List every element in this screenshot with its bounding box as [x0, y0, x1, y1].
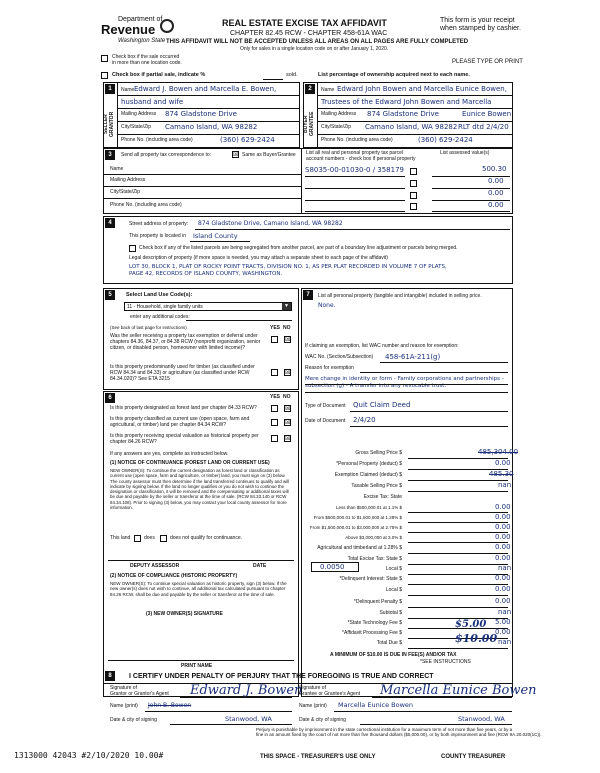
grantor-name-line — [145, 711, 292, 712]
this-land-label: This land — [110, 535, 131, 541]
personal-property-checkbox-1[interactable] — [410, 168, 417, 175]
buyer-city-2: RLT dtd 2/4/20 — [458, 123, 509, 131]
calc-label-tier2: From $500,000.01 to $1,500,000 at 1.28% $ — [313, 515, 402, 520]
section-3-number: 3 — [105, 150, 115, 160]
total-due-handwritten: $10.00 — [455, 632, 498, 645]
perjury-notice: Perjury is punishable by imprisonment in the state correctional institution for a maximum term of not more than five years, or by a fine in an amount fixed by the court of not more than five thousand dollars ($5,000.00), or by both imprisonment and fine (RCW 9A.20.020(1C)). — [256, 727, 542, 738]
grantee-city: Stanwood, WA — [458, 715, 505, 723]
grantor-date-label: Date & city of signing — [110, 717, 157, 723]
section-1-number: 1 — [105, 84, 115, 94]
minimum-note: A MINIMUM OF $10.00 IS DUE IN FEE(S) AND/OR TAX — [330, 652, 457, 658]
s6-q2-yes-checkbox[interactable] — [271, 419, 278, 426]
s3-line-3 — [103, 198, 301, 199]
calc-line-12 — [408, 584, 508, 585]
calc-label-penalty: *Delinquent Penalty $ — [353, 599, 402, 605]
s1-line-3 — [117, 121, 300, 122]
grantee-name: Marcella Eunice Bowen — [338, 701, 414, 709]
calc-value-personal: 0.00 — [495, 459, 511, 467]
revenue-logo-text: Revenue — [101, 22, 156, 37]
legal-description-1: LOT 30, BLOCK 1, PLAT OF ROCKY POINT TRACTS, DIVISION NO. 1, AS PER PLAT RECORDED IN VOLUME 7 OF PLATS, — [129, 264, 447, 270]
s3-line-2 — [103, 186, 301, 187]
receipt-note: This form is your receipt when stamped by cashier. — [440, 17, 521, 33]
calc-label-gross: Gross Selling Price $ — [355, 450, 402, 456]
exemption-reason: Mere change in identity or form - Family corporations and partnerships - subsection (g) - A transfer into any revocable trust. — [305, 376, 504, 390]
section-7-number: 7 — [303, 290, 313, 300]
calc-value-tech-fee: 5.00 — [495, 618, 511, 626]
s3-name-label: Name — [110, 166, 124, 172]
gross-selling-struck: 485,304.00 — [478, 448, 519, 456]
calc-value-total-state: 0.00 — [495, 554, 511, 562]
county-line — [190, 241, 250, 242]
seller-name-1: Edward J. Bowen and Marcella E. Bowen, — [134, 85, 277, 93]
assessed-value-header: List assessed value(s) — [440, 150, 490, 156]
partial-percent-line — [263, 79, 283, 80]
s6-question-3: Is this property receiving special valuation as historical property per chapter 84.26 RCW? — [110, 433, 259, 445]
reason-line-2 — [305, 392, 508, 393]
calc-value-tier4: 0.00 — [495, 533, 511, 541]
calc-label-taxable: Taxable Selling Price $ — [351, 483, 402, 489]
s1-city-label: City/State/Zip — [121, 124, 152, 130]
partial-sale-checkbox[interactable] — [101, 72, 108, 79]
s1-phone-label: Phone No. (including area code) — [121, 137, 193, 143]
calc-line-18 — [408, 648, 508, 649]
buyer-name-2: Trustees of the Edward John Bowen and Marcella — [321, 98, 492, 106]
treasurer-stamp: 1313000 42043 #2/10/2020 10.00# — [14, 751, 164, 760]
segregated-checkbox[interactable] — [129, 245, 136, 252]
calc-value-local: nan — [498, 564, 512, 572]
local-rate: 0.0050 — [320, 563, 345, 571]
local-rate-box — [311, 562, 359, 572]
segregated-label: Check box if any of the listed parcels are being segregated from another parcel, are part of a boundary line adjustment or parcels being merged. — [139, 245, 458, 251]
historic-title: (2) NOTICE OF COMPLIANCE (HISTORIC PROPERTY) — [110, 573, 238, 579]
s2-line-1 — [317, 95, 513, 96]
parcel-header: List all real and personal property tax parcel account numbers - check box if personal property — [306, 150, 416, 162]
s6-q2-no-checkbox[interactable]: ☒ — [285, 420, 291, 426]
personal-property-checkbox-4[interactable] — [410, 203, 417, 210]
see-instructions: *SEE INSTRUCTIONS — [420, 659, 471, 665]
assessed-value-1: 500.30 — [482, 165, 507, 173]
continuance-body: NEW OWNER(S): To continue the current designation as forest land or classification as current use (open space, farm and agriculture, or timber) land, you must sign on (3) below. The county assessor must then determine if the land transferred continues to qualify and will indicate by signing below. If the land no longer qualifies or you do not wish to continue the designation or classification, it will be removed and the compensating or additional taxes will be due and payable by the seller or transferor at the time of sale. (RCW 84.33.140 or RCW 84.34.108). Prior to signing (3) below, you may contact your local county assessor for more information. — [110, 468, 290, 510]
section-4-number: 4 — [105, 218, 115, 228]
s2-line-3 — [317, 121, 513, 122]
seller-grantor-label: SELLER GRANTOR — [103, 111, 115, 137]
s2-phone-label: Phone No. (including area code) — [321, 137, 393, 143]
s3-line-1 — [103, 174, 301, 175]
please-type-note: PLEASE TYPE OR PRINT — [452, 59, 523, 65]
calc-value-penalty: 0.00 — [495, 597, 511, 605]
same-as-buyer-checkbox[interactable]: ☒ — [233, 152, 239, 158]
personal-property-checkbox-2[interactable] — [410, 180, 417, 187]
does-qualify-checkbox[interactable] — [134, 535, 141, 542]
s5-q2-no-checkbox[interactable]: ☒ — [285, 370, 291, 376]
grantee-date-line — [360, 724, 512, 725]
s3-phone-label: Phone No. (including area code) — [110, 202, 182, 208]
legal-label: Legal description of property (if more space is needed, you may attach a separate sheet to each page of the affidavit) — [129, 255, 388, 261]
print-name-label: PRINT NAME — [181, 663, 213, 669]
s1-divider — [117, 82, 118, 148]
calc-value-taxable: nan — [498, 481, 512, 489]
s6-q3-no-checkbox[interactable]: ☒ — [285, 436, 291, 442]
grantee-sig-label: Signature of Grantee or Grantee's Agent — [299, 685, 360, 697]
section-6-number: 6 — [105, 393, 115, 403]
s5-question-2: Is this property predominantly used for timber (as classified under RCW 84.34 and 84.33) or agriculture (as classified under RCW 84.34.020)? See ETA 3215 — [110, 364, 255, 382]
s6-yes: YES — [270, 394, 281, 400]
wac-number: 458-61A-211(g) — [385, 353, 441, 361]
s2-divider — [317, 82, 318, 148]
street-address: 874 Gladstone Drive, Camano Island, WA 98282 — [198, 220, 343, 227]
county-treasurer: COUNTY TREASURER — [441, 754, 506, 760]
located-label: This property is located in — [129, 233, 186, 239]
calc-line-7 — [408, 532, 508, 533]
grantor-city: Stanwood, WA — [225, 715, 272, 723]
s1-line-2 — [117, 108, 300, 109]
s5-q1-yes-checkbox[interactable] — [271, 336, 278, 343]
section-8-number: 8 — [105, 671, 115, 681]
parcel-number: S8035-00-01030-0 / 358179 — [305, 166, 404, 174]
legal-description-2: PAGE 42, RECORDS OF ISLAND COUNTY, WASHINGTON. — [129, 271, 283, 277]
calc-value-tier2: 0.00 — [495, 513, 511, 521]
calc-label-agricultural: Agricultural and timberland at 1.28% $ — [317, 545, 402, 551]
exemption-struck: 485.30 — [489, 470, 514, 478]
multi-location-checkbox[interactable] — [101, 55, 108, 62]
treasurer-only-note: THIS SPACE - TREASURER'S USE ONLY — [260, 754, 376, 760]
section-2-number: 2 — [305, 84, 315, 94]
if-yes-note: If any answers are yes, complete as instructed below. — [110, 451, 229, 457]
personal-property-label: List all personal property (tangible and intangible) included in selling price. — [318, 293, 482, 299]
wac-line — [380, 362, 508, 363]
parcel-line-2 — [305, 188, 405, 189]
continuance-title: (1) NOTICE OF CONTINUANCE (FOREST LAND OR CURRENT USE) — [110, 460, 270, 466]
grantor-sig-label: Signature of Grantor or Grantor's Agent — [110, 685, 169, 697]
s6-question-1: Is this property designated as forest land per chapter 84.33 RCW? — [110, 405, 257, 411]
buyer-name-1: Edward John Bowen and Marcella Eunice Bowen, — [337, 85, 507, 93]
ownership-note: List percentage of ownership acquired next to each name. — [318, 72, 470, 78]
reason-line-1 — [305, 384, 508, 385]
s5-q1-no-checkbox[interactable]: ☒ — [285, 337, 291, 343]
grantee-name-line — [334, 711, 512, 712]
calc-line-10 — [408, 564, 508, 565]
grantor-name-label: Name (print) — [110, 703, 138, 709]
additional-codes-line — [186, 320, 292, 321]
s6-q1-no-checkbox[interactable]: ☒ — [285, 406, 291, 412]
calc-line-6 — [408, 522, 508, 523]
parcel-line-3 — [305, 200, 405, 201]
s3-send-label: Send all property tax correspondence to: — [121, 152, 212, 158]
doc-type-label: Type of Document — [305, 403, 346, 409]
calc-label-excise-state: Excise Tax: State — [363, 494, 402, 500]
form-warning: THIS AFFIDAVIT WILL NOT BE ACCEPTED UNLESS ALL AREAS ON ALL PAGES ARE FULLY COMPLETED — [166, 39, 469, 45]
calc-line-3 — [408, 491, 508, 492]
street-line — [195, 229, 510, 230]
s3-mail-label: Mailing Address — [110, 177, 146, 183]
s3-same-label: Same as Buyer/Grantee — [242, 152, 296, 158]
calc-label-personal: *Personal Property (deduct) $ — [336, 461, 402, 467]
assessed-value-3: 0.00 — [488, 189, 504, 197]
calc-label-delinquent-local: Local $ — [385, 587, 402, 593]
s2-line-2 — [317, 108, 513, 109]
s2-line-4 — [317, 134, 513, 135]
assessed-value-4: 0.00 — [488, 201, 504, 209]
personal-property-checkbox-3[interactable] — [410, 192, 417, 199]
certify-statement: I CERTIFY UNDER PENALTY OF PERJURY THAT THE FOREGOING IS TRUE AND CORRECT — [129, 673, 434, 680]
see-back-note: (See back of last page for instructions) — [110, 325, 187, 330]
revenue-logo-icon — [160, 19, 174, 33]
land-use-select[interactable] — [124, 302, 292, 311]
parcel-line-4 — [305, 211, 405, 212]
calc-label-processing-fee: *Affidavit Processing Fee $ — [342, 630, 402, 636]
s2-city-label: City/State/Zip — [321, 124, 352, 130]
s6-question-2: Is this property classified as current use (open space, farm and agricultural, or timber) land per chapter 84.34 RCW? — [110, 416, 250, 428]
form-title: REAL ESTATE EXCISE TAX AFFIDAVIT — [222, 18, 387, 28]
buyer-phone: (360) 629-2424 — [418, 136, 473, 144]
buyer-city: Camano Island, WA 98282 — [365, 123, 458, 131]
deputy-date-label: DATE — [253, 563, 267, 569]
section-5-number: 5 — [105, 290, 115, 300]
s5-q2-yes-checkbox[interactable] — [271, 369, 278, 376]
calc-value-delinquent-state: 0.00 — [495, 574, 511, 582]
partial-sale-label: Check box if partial sale, indicate % — [112, 72, 206, 78]
grantee-signature: Marcella Eunice Bowen — [380, 683, 537, 698]
s1-name-label: Name — [121, 87, 135, 93]
seller-name-2: husband and wife — [121, 98, 184, 106]
county: Island County — [193, 232, 238, 240]
s1-line-1 — [117, 95, 300, 96]
calc-value-processing-fee: 0.00 — [495, 628, 511, 636]
calc-line-13 — [408, 595, 508, 596]
calc-line-8 — [408, 542, 508, 543]
grantee-sig-line — [372, 697, 512, 698]
calc-line-14 — [408, 607, 508, 608]
personal-property-value: None. — [318, 302, 336, 309]
calc-label-tier4: Above $3,000,000 at 3.0% $ — [345, 535, 402, 540]
calc-line-0 — [408, 458, 508, 459]
calc-value-delinquent-local: 0.00 — [495, 585, 511, 593]
s6-q3-yes-checkbox[interactable] — [271, 435, 278, 442]
calc-label-tech-fee: *State Technology Fee $ — [347, 620, 402, 626]
s5-question-1: Was the seller receiving a property tax exemption or deferral under chapters 84.36, 84.37, or 84.38 RCW (nonprofit organization, senior citizen, or disabled person, homeowner with limited income)? — [110, 333, 261, 351]
calc-label-total-state: Total Excise Tax: State $ — [347, 556, 402, 562]
calc-line-16 — [408, 628, 508, 629]
s1-mail-label: Mailing Address — [121, 111, 157, 117]
calc-value-total-due: nan — [498, 638, 512, 646]
calc-value-tier1: 0.00 — [495, 503, 511, 511]
s3-city-label: City/State/Zip — [110, 189, 141, 195]
s3-divider — [301, 148, 302, 214]
calc-label-tier3: From $1,500,000.01 to $3,000,000 at 2.75% $ — [309, 525, 402, 530]
does-label: does — [144, 535, 155, 541]
sold-label: sold. — [286, 72, 298, 78]
print-name-line — [108, 660, 294, 661]
doc-date-line — [350, 426, 508, 427]
multi-location-label: Check box if the sale occurred in more than one location code. — [112, 54, 182, 66]
grantor-signature: Edward J. Bowen — [190, 683, 303, 698]
grantee-date-label: Date & city of signing — [299, 717, 346, 723]
dept-of: Department of — [118, 16, 163, 23]
calc-label-subtotal: Subtotal $ — [379, 610, 402, 616]
deputy-assessor-label: DEPUTY ASSESSOR — [130, 563, 180, 569]
s6-q1-yes-checkbox[interactable] — [271, 405, 278, 412]
doc-type: Quit Claim Deed — [353, 401, 411, 409]
tech-fee-handwritten: $5.00 — [455, 619, 487, 630]
reason-label: Reason for exemption — [305, 365, 354, 371]
value-line-4 — [432, 211, 510, 212]
historic-body: NEW OWNER(S): To continue special valuation as historic property, sign (3) below. If the new owner(s) does not wish to continue, all additional tax calculated pursuant to chapter 84.26 RCW, shall be due and payable by the seller or transferor at the time of sale. — [110, 581, 287, 597]
doc-type-line — [350, 411, 508, 412]
dropdown-arrow-icon: ▼ — [282, 303, 291, 310]
calc-label-total-due: Total Due $ — [376, 640, 402, 646]
calc-value-subtotal: nan — [498, 608, 512, 616]
buyer-mail: 874 Gladstone Drive — [367, 110, 439, 118]
seller-phone: (360) 629-2424 — [220, 136, 275, 144]
parcel-line-1 — [305, 176, 405, 177]
land-use-value: 11 - Household, single family units — [127, 304, 203, 310]
calc-label-delinquent-state: *Delinquent Interest: State $ — [339, 576, 402, 582]
calc-line-5 — [408, 512, 508, 513]
s1-line-4 — [117, 134, 300, 135]
calc-value-agricultural: 0.00 — [495, 543, 511, 551]
select-land-use-label: Select Land Use Code(s): — [126, 292, 193, 298]
buyer-mail-2: Eunice Bowen — [462, 110, 512, 118]
does-not-qualify-checkbox[interactable] — [160, 535, 167, 542]
seller-mail: 874 Gladstone Drive — [165, 110, 237, 118]
s2-mail-label: Mailing Address — [321, 111, 357, 117]
calc-line-9 — [408, 553, 508, 554]
calc-label-local: Local $ — [385, 566, 402, 572]
seller-city: Camano Island, WA 98282 — [165, 123, 258, 131]
s5-yes: YES — [270, 325, 281, 331]
does-not-qualify-label: does not qualify for continuance. — [170, 535, 242, 541]
washington-state: Washington State — [118, 38, 166, 44]
street-label: Street address of property: — [129, 221, 189, 227]
calc-value-tier3: 0.00 — [495, 523, 511, 531]
grantor-sig-line — [180, 697, 292, 698]
grantor-name: John B. Bowen — [148, 702, 192, 709]
buyer-grantee-label: BUYER GRANTEE — [303, 111, 315, 137]
claim-exemption-label: If claiming an exemption, list WAC number and reason for exemption: — [305, 343, 459, 349]
calc-line-2 — [408, 480, 508, 481]
calc-label-exemption: Exemption Claimed (deduct) $ — [334, 472, 402, 478]
calc-label-tier1: Less than $500,000.01 at 1.1% $ — [335, 505, 402, 510]
wac-label: WAC No. (Section/Subsection) — [305, 354, 374, 360]
form-chapter: CHAPTER 82.45 RCW - CHAPTER 458-61A WAC — [230, 30, 388, 37]
doc-date: 2/4/20 — [353, 416, 376, 424]
grantor-date-line — [170, 724, 292, 725]
s2-name-label: Name — [321, 87, 335, 93]
doc-date-label: Date of Document — [305, 418, 346, 424]
only-for-note: Only for sales in a single location code on or after January 1, 2020. — [240, 46, 389, 52]
reason-line-0 — [360, 372, 508, 373]
calc-line-11 — [408, 574, 508, 575]
additional-codes-label: enter any additional codes: — [130, 314, 190, 320]
grantee-name-label: Name (print) — [299, 703, 327, 709]
new-owner-signature-label: (3) NEW OWNER(S) SIGNATURE — [146, 611, 223, 617]
assessed-value-2: 0.00 — [488, 177, 504, 185]
s6-no: NO — [283, 394, 291, 400]
deputy-line — [108, 560, 294, 561]
s5-no: NO — [283, 325, 291, 331]
